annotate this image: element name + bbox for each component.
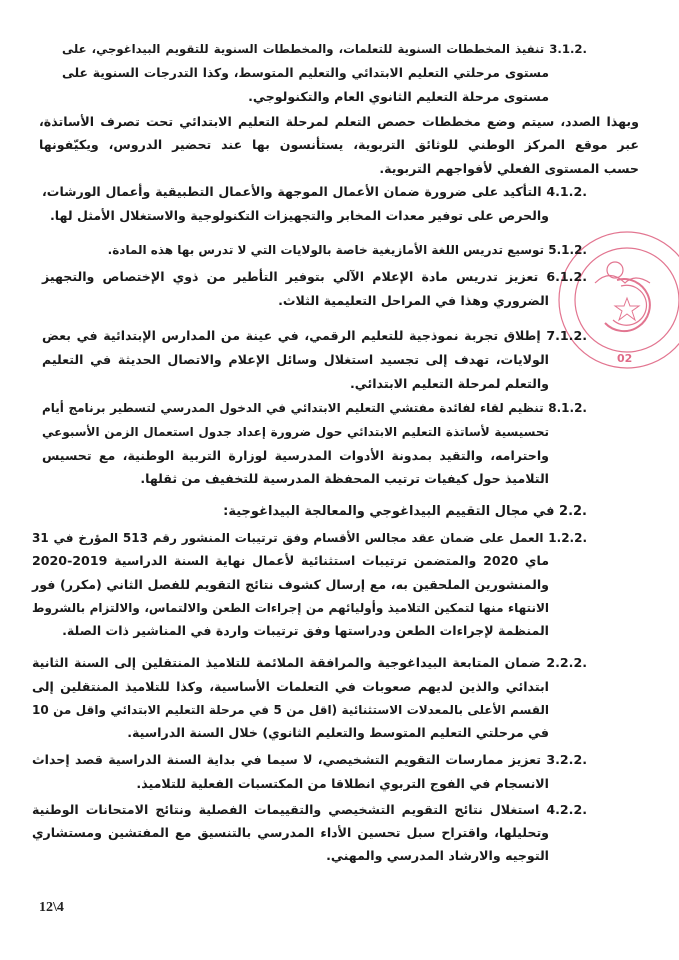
- section-1-2-2-line-1: [32, 529, 587, 547]
- heading-text: في مجال التقييم البيداغوجي والمعالجة البيداغوجية:: [223, 504, 555, 519]
- text-line: تعزيز ممارسات التقويم التشخيصي، لا سيما في بداية السنة الدراسية قصد إحداث: [32, 752, 541, 767]
- section-2-2-2-line-4: [32, 724, 549, 742]
- section-7-1-2-line-1: [42, 327, 587, 345]
- section-6-1-2-line-1: [42, 268, 587, 286]
- section-8-1-2-line-2: [42, 423, 549, 441]
- section-number: 4.1.2.: [546, 184, 587, 199]
- text-line: التلاميذ حول كيفيات ترتيب المحفظة المدرسية للتخفيف من ثقلها.: [140, 471, 549, 486]
- section-4-2-2-line-2: [32, 824, 549, 842]
- section-4-2-2-line-3: [32, 847, 549, 865]
- text-line: وتحليلها، واقتراح سبل تحسين الأداء المدرسي بالتنسيق مع المفتشين ومستشاري: [32, 825, 549, 840]
- text-line: التوجيه والارشاد المدرسي والمهني.: [326, 848, 549, 863]
- section-1-2-2-line-4: [32, 599, 549, 617]
- section-6-1-2-line-2: [42, 292, 549, 310]
- section-number: 4.2.2.: [546, 802, 587, 817]
- section-1-2-2-line-5: [32, 622, 549, 640]
- section-3-1-2-line-3: [62, 88, 549, 106]
- text-line: الضروري وهذا في المراحل التعليمية الثلاث.: [278, 293, 549, 308]
- paragraph-line-3: [39, 160, 639, 178]
- text-line: الانتهاء منها لتمكين التلاميذ وأوليائهم من إجراءات الطعن والالتماس، والالتزام بالشروط: [32, 601, 549, 615]
- text-line: حسب المستوى الفعلي لأفواجهم التربوية.: [379, 161, 639, 176]
- section-4-1-2-line-1: [42, 183, 587, 201]
- text-line: والحرص على توفير معدات المخابر والتجهيزات التكنولوجية والاستغلال الأمثل لها.: [50, 208, 549, 223]
- text-line: التأكيد على ضرورة ضمان الأعمال الموجهة والأعمال التطبيقية وأعمال الورشات،: [42, 184, 542, 199]
- text-line: عبر موقع المركز الوطني للوثائق التربوية، يستأنسون بها عند تحضير الدروس، ويكيّفونها: [39, 137, 639, 152]
- text-line: الولايات، تهدف إلى تجسيد استغلال وسائل الإعلام والاتصال الحديثة في التعليم: [42, 352, 549, 367]
- section-5-1-2-line-1: [107, 241, 587, 259]
- section-4-2-2-line-1: [32, 801, 587, 819]
- text-line: والمنشورين الملحقين به، مع إرسال كشوف نتائج التقويم للفصل الثاني (مكرر) فور: [32, 577, 549, 592]
- section-1-2-2-line-3: [32, 576, 549, 594]
- text-line: مستوى مرحلتي التعليم الابتدائي والتعليم المتوسط، وكذا التدرجات السنوية على: [62, 66, 549, 80]
- section-number: 5.1.2.: [548, 243, 587, 257]
- section-number: 1.2.2.: [548, 531, 588, 545]
- section-4-1-2-line-2: [42, 207, 549, 225]
- text-line: تحسيسية لأساتذة التعليم الابتدائي حول ضرورة إعداد جدول استعمال الزمن الأسبوعي: [42, 425, 549, 439]
- text-line: واحترامه، والتقيد بمدونة الأدوات المدرسية لوزارة التربية الوطنية، مع تحسيس: [42, 448, 549, 463]
- section-number: 2.2.: [559, 504, 587, 519]
- section-3-1-2-line-1: [62, 40, 587, 58]
- section-7-1-2-line-3: [42, 375, 549, 393]
- section-3-2-2-line-2: [32, 775, 549, 793]
- text-line: إطلاق تجربة نموذجية للتعليم الرقمي، في عينة من المدارس الإبتدائية في بعض: [42, 328, 541, 343]
- paragraph-line-2: [39, 136, 639, 154]
- text-line: مستوى مرحلة التعليم الثانوي العام والتكنولوجي.: [248, 89, 549, 104]
- text-line: ماي 2020 والمتضمن ترتيبات استثنائية لأعمال نهاية السنة الدراسية 2019-2020: [32, 553, 549, 568]
- section-2-2-2-line-3: [32, 701, 549, 719]
- text-line: وبهذا الصدد، سيتم وضع مخططات حصص التعلم لمرحلة التعليم الابتدائي تحت تصرف الأساتذة،: [39, 114, 639, 129]
- section-1-2-2-line-2: [32, 552, 549, 570]
- section-2-2-2-line-1: [32, 654, 587, 672]
- text-line: الانسجام في الفوج التربوي انطلاقا من المكتسبات الفعلية للتلاميذ.: [136, 776, 549, 791]
- section-number: 3.1.2.: [549, 42, 587, 56]
- section-2-2-2-line-2: [32, 678, 549, 696]
- text-line: تعزيز تدريس مادة الإعلام الآلي بتوفير التأطير من ذوي الإختصاص والتجهيز: [42, 269, 539, 284]
- section-number: 3.2.2.: [546, 752, 587, 767]
- section-8-1-2-line-4: [42, 470, 549, 488]
- text-line: المنظمة لإجراءات الطعن ودراستها وفق ترتيبات واردة في المناشير ذات الصلة.: [62, 623, 549, 638]
- section-number: 2.2.2.: [546, 655, 588, 670]
- text-line: توسيع تدريس اللغة الأمازيغية خاصة بالولايات التي لا تدرس بها هذه المادة.: [107, 243, 545, 257]
- section-8-1-2-line-3: [42, 447, 549, 465]
- text-line: والتعلم لمرحلة التعليم الابتدائي.: [349, 376, 549, 391]
- stamp-code: 02: [617, 352, 633, 365]
- text-line: استغلال نتائج التقويم التشخيصي والتقييمات الفصلية ونتائج الامتحانات الوطنية: [32, 802, 540, 817]
- paragraph-line-1: [39, 113, 639, 131]
- text-line: في مرحلتي التعليم المتوسط والتعليم الثانوي) خلال السنة الدراسية.: [127, 725, 549, 740]
- text-line: ابتدائي والذين لديهم صعوبات في التعلمات الأساسية، وكذا للتلاميذ المنتقلين إلى: [32, 679, 549, 694]
- section-2-2-heading: [187, 503, 587, 521]
- text-line: تنظيم لقاء لفائدة مفتشي التعليم الابتدائي في الدخول المدرسي لتسطير برنامج أيام: [42, 401, 544, 415]
- page-number: 12\4: [39, 900, 64, 915]
- text-line: العمل على ضمان عقد مجالس الأقسام وفق ترتيبات المنشور رقم 513 المؤرخ في 31: [32, 531, 544, 545]
- section-number: 7.1.2.: [546, 328, 587, 343]
- section-3-1-2-line-2: [62, 64, 549, 82]
- section-3-2-2-line-1: [32, 751, 587, 769]
- section-number: 6.1.2.: [546, 269, 587, 284]
- text-line: القسم الأعلى بالمعدلات الاستثنائية (اقل من 5 في مرحلة التعليم الابتدائي واقل من 10: [32, 703, 549, 717]
- text-line: ضمان المتابعة البيداغوجية والمرافقة الملائمة للتلاميذ المنتقلين إلى السنة الثانية: [32, 655, 541, 670]
- section-7-1-2-line-2: [42, 351, 549, 369]
- section-number: 8.1.2.: [548, 401, 587, 415]
- text-line: تنفيذ المخططات السنوية للتعلمات، والمخططات السنوية للتقويم البيداغوجي، على: [62, 42, 545, 56]
- section-8-1-2-line-1: [42, 399, 587, 417]
